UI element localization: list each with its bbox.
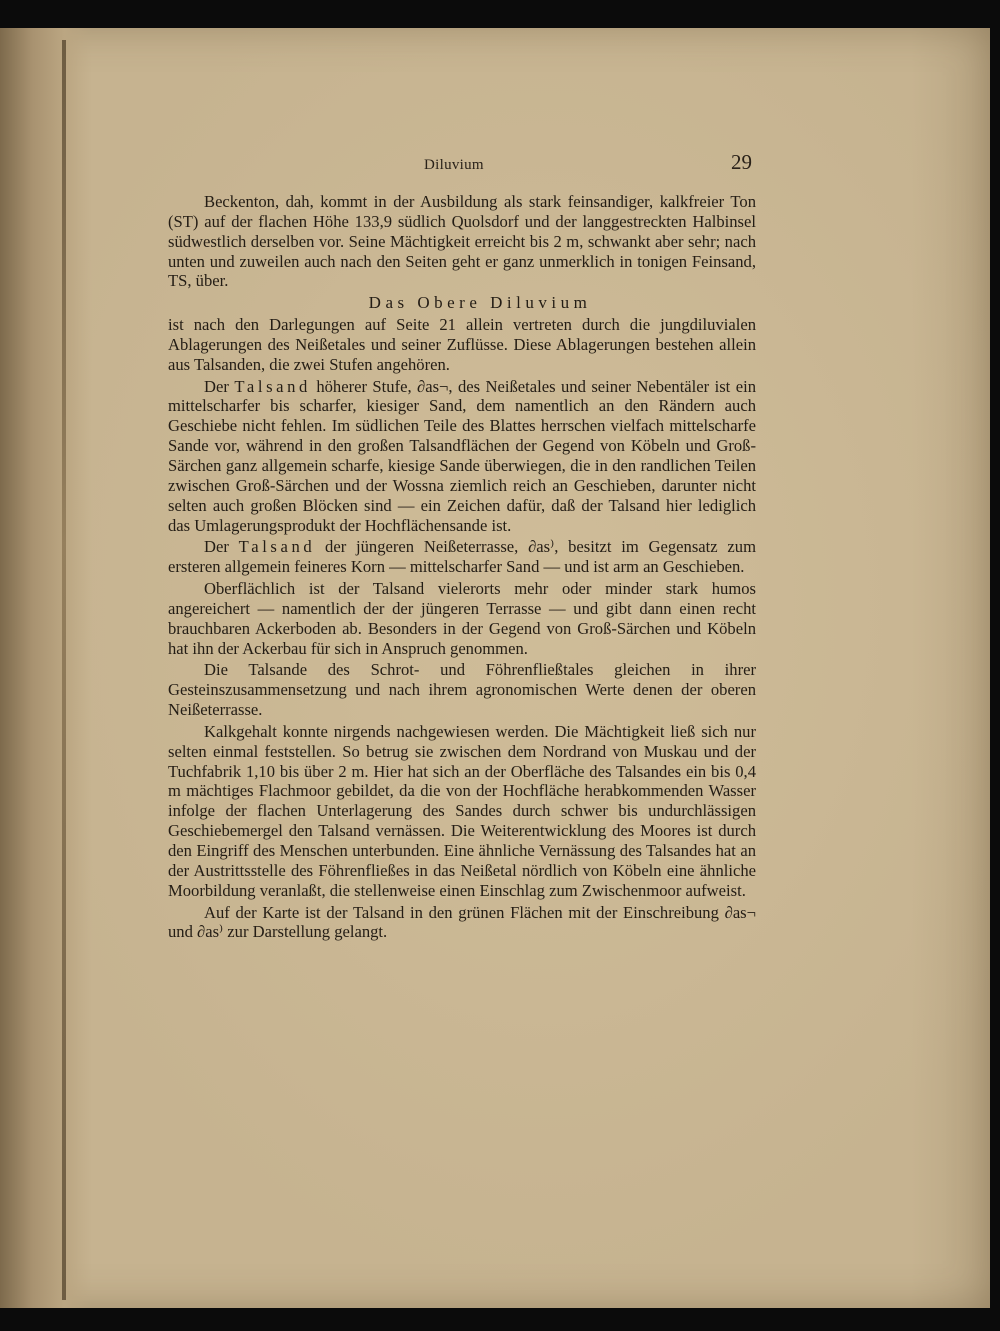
paragraph-karte: Auf der Karte ist der Talsand in den grünen Flächen mit der Einschreibung ∂as¬ und ∂as⁾ zur Darstellung gelangt. (168, 902, 756, 942)
binding-edge (62, 40, 66, 1300)
paragraph-rest: höherer Stufe, ∂as¬, des Neißetales und seiner Nebentäler ist ein mittelscharfer bis scharfer, kiesiger Sand, dem namentlich an den Rändern auch Geschiebe nicht fehlen. Im südlichen Teile des Blattes herrschen vielfach mittelscharfe Sande vor, während in den großen Talsandflächen der Gegend von Köbeln und Groß-Särchen ganz allgemein scharfe, kiesige Sande überwiegen, die in den randlichen Teilen zwischen Groß-Särchen und der Wossna ziemlich reich an Geschieben, darunter nicht selten auch großen Blöcken sind — ein Zeichen dafür, daß der Talsand hier lediglich das Umlagerungsprodukt der Hochflächensande ist. (168, 376, 756, 535)
paragraph-talsand-hoeher (168, 377, 756, 536)
paragraph-beckenton: Beckenton, dah, kommt in der Ausbildung als stark feinsandiger, kalkfreier Ton (ST) auf der flachen Höhe 133,9 südlich Quolsdorf und der langgestreckten Halbinsel südwestlich derselben vor. Seine Mächtigkeit erreicht bis 2 m, schwankt aber sehr; nach unten und zuweilen auch nach den Seiten geht er ganz unmerklich in tonigen Feinsand, TS, über. (168, 192, 756, 291)
paragraph-lead: Der (204, 537, 239, 557)
paragraph-talsande-schrot: Die Talsande des Schrot- und Föhrenfließtales gleichen in ihrer Gesteinszusammensetzung und nach ihrem agronomischen Werte denen der oberen Neißeterrasse. (168, 660, 756, 720)
paragraph-oberflaechlich: Oberflächlich ist der Talsand vielerorts mehr oder minder stark humos angereichert — namentlich der der jüngeren Terrasse — und gibt dann einen recht brauchbaren Ackerboden ab. Besonders in der Gegend von Groß-Särchen und Köbeln hat ihn der Ackerbau für sich in Anspruch genommen. (168, 579, 756, 658)
spaced-term-talsand: Talsand (234, 376, 311, 396)
body-text (168, 192, 756, 944)
spaced-term-talsand: Talsand (238, 537, 316, 557)
section-heading: Das Obere Diluvium (368, 293, 592, 313)
paragraph-lead: Der (204, 376, 235, 396)
paragraph-obere-diluvium: ist nach den Darlegungen auf Seite 21 allein vertreten durch die jungdiluvialen Ablagerungen des Neißetales und seiner Zuflüsse. Diese Ablagerungen bestehen allein aus Talsanden, die zwei Stufen angehören. (168, 315, 756, 374)
page-binding-shadow (0, 28, 92, 1308)
paragraph-kalkgehalt: Kalkgehalt konnte nirgends nachgewiesen werden. Die Mächtigkeit ließ sich nur selten einmal feststellen. So betrug sie zwischen dem Nordrand von Muskau und der Tuchfabrik 1,10 bis über 2 m. Hier hat sich an der Oberfläche des Talsandes ein bis 0,4 m mächtiges Flachmoor gebildet, da die von der Hochfläche herabkommenden Wasser infolge der flachen Unterlagerung des Sandes durch schwer bis undurchlässigen Geschiebemergel den Talsand vernässen. Die Weiterentwicklung des Moores ist durch den Eingriff des Menschen unterbunden. Eine ähnliche Vernässung des Talsandes hat an der Austrittsstelle des Föhrenfließes in das Neißetal nördlich von Köbeln eine ähnliche Moorbildung veranlaßt, die stellenweise einen Einschlag zum Zwischenmoor aufweist. (168, 721, 756, 900)
paragraph-talsand-juenger (168, 537, 756, 577)
page-number: 29 (731, 150, 752, 174)
running-head: Diluvium (424, 157, 484, 173)
paragraph-rest: der jüngeren Neißeterrasse, ∂as⁾, besitzt im Gegensatz zum ersteren allgemein feineres Korn — mittelscharfer Sand — und ist arm an Geschieben. (168, 537, 756, 577)
